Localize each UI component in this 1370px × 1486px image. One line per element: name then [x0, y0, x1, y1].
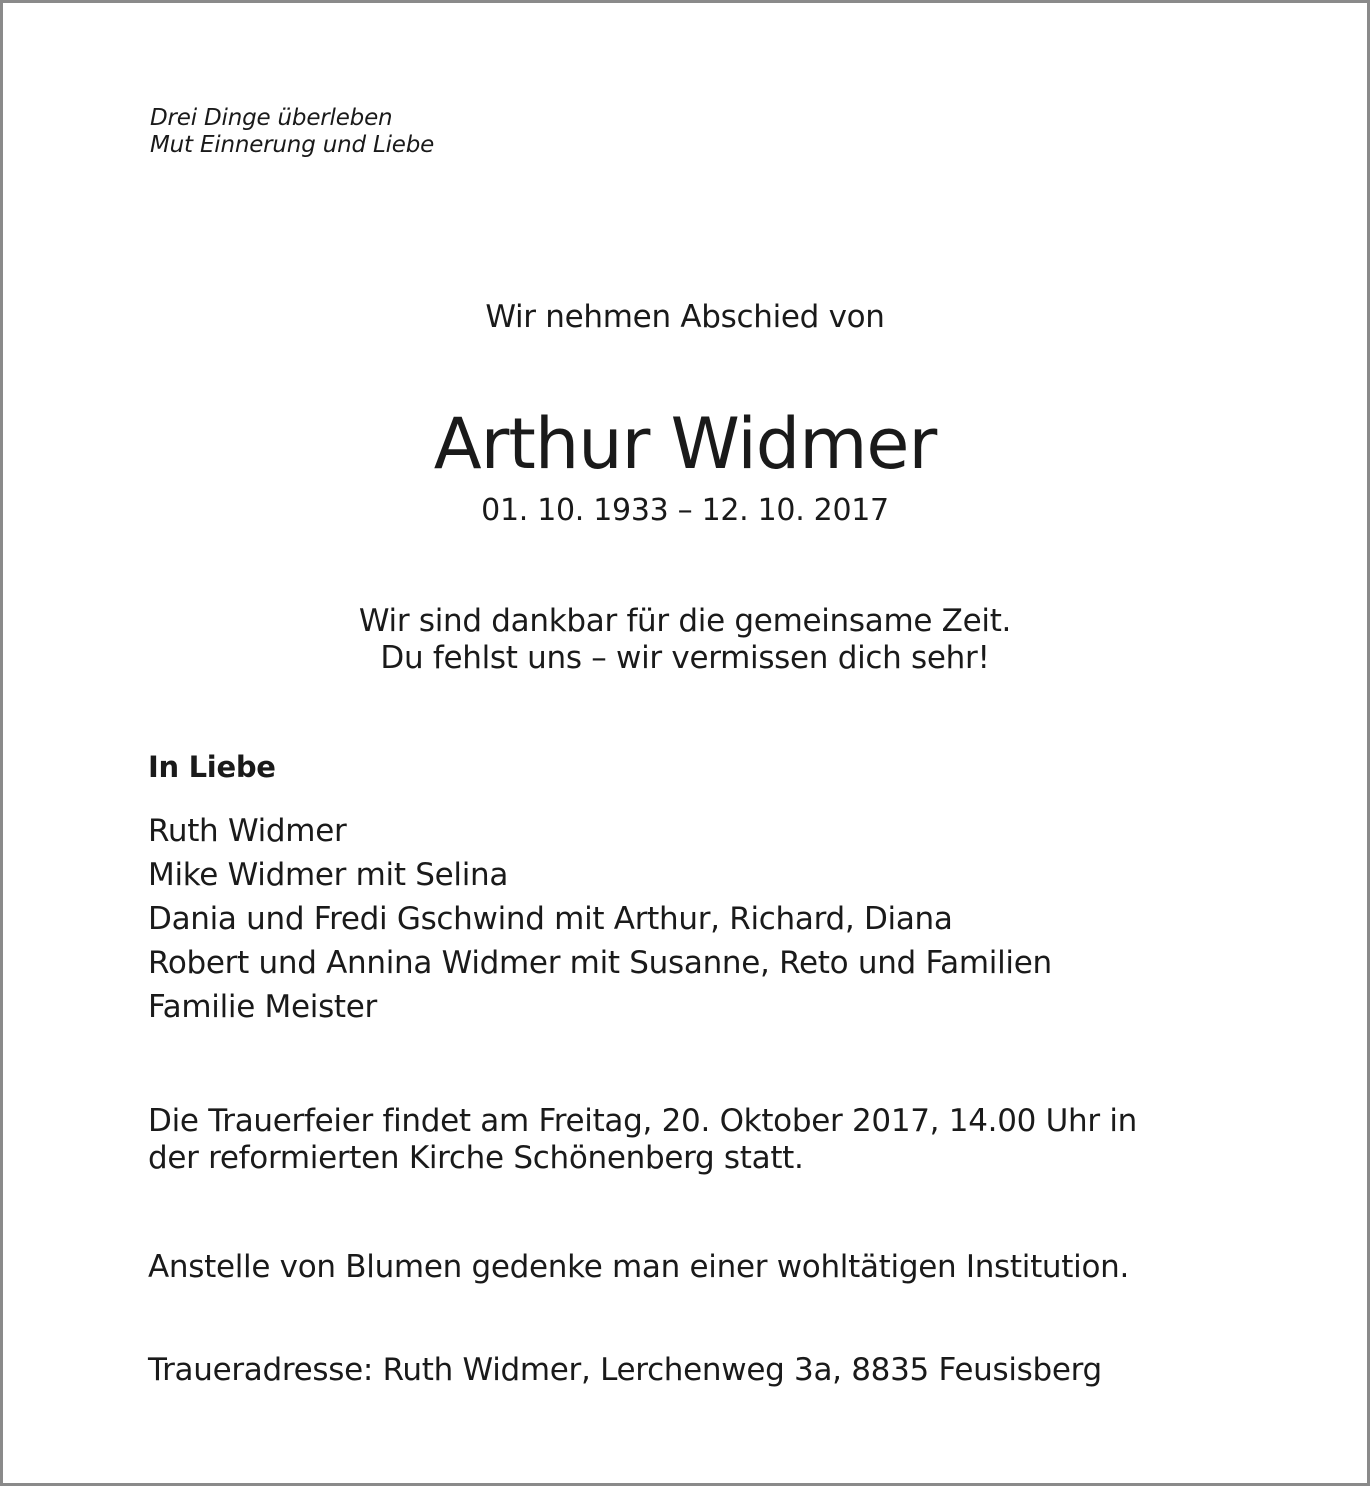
signoff-heading: In Liebe — [148, 750, 276, 784]
deceased-name: Arthur Widmer — [433, 403, 937, 485]
mourner-item: Familie Meister — [148, 989, 377, 1025]
mourner-item: Dania und Fredi Gschwind mit Arthur, Richard, Diana — [148, 901, 953, 937]
motto-line: Mut Einnerung und Liebe — [150, 132, 435, 158]
donation-note: Anstelle von Blumen gedenke man einer wohltätigen Institution. — [148, 1249, 1130, 1285]
gratitude-line: Wir sind dankbar für die gemeinsame Zeit. — [358, 603, 1012, 639]
gratitude-message — [3, 603, 1367, 677]
ceremony-info — [148, 1103, 1137, 1177]
gratitude-line: Du fehlst uns – wir vermissen dich sehr! — [380, 640, 990, 676]
mourning-address: Traueradresse: Ruth Widmer, Lerchenweg 3a, 8835 Feusisberg — [148, 1352, 1102, 1388]
motto-line: Drei Dinge überleben — [150, 105, 393, 131]
mourner-item: Robert und Annina Widmer mit Susanne, Reto und Familien — [148, 945, 1052, 981]
mourner-item: Mike Widmer mit Selina — [148, 857, 509, 893]
life-dates: 01. 10. 1933 – 12. 10. 2017 — [481, 493, 889, 528]
mourners-list — [148, 809, 1052, 1029]
motto-quote — [150, 105, 434, 159]
ceremony-line: Die Trauerfeier findet am Freitag, 20. Oktober 2017, 14.00 Uhr in — [148, 1103, 1137, 1139]
mourner-item: Ruth Widmer — [148, 813, 347, 849]
ceremony-line: der reformierten Kirche Schönenberg statt. — [148, 1140, 804, 1176]
farewell-intro: Wir nehmen Abschied von — [485, 299, 885, 335]
